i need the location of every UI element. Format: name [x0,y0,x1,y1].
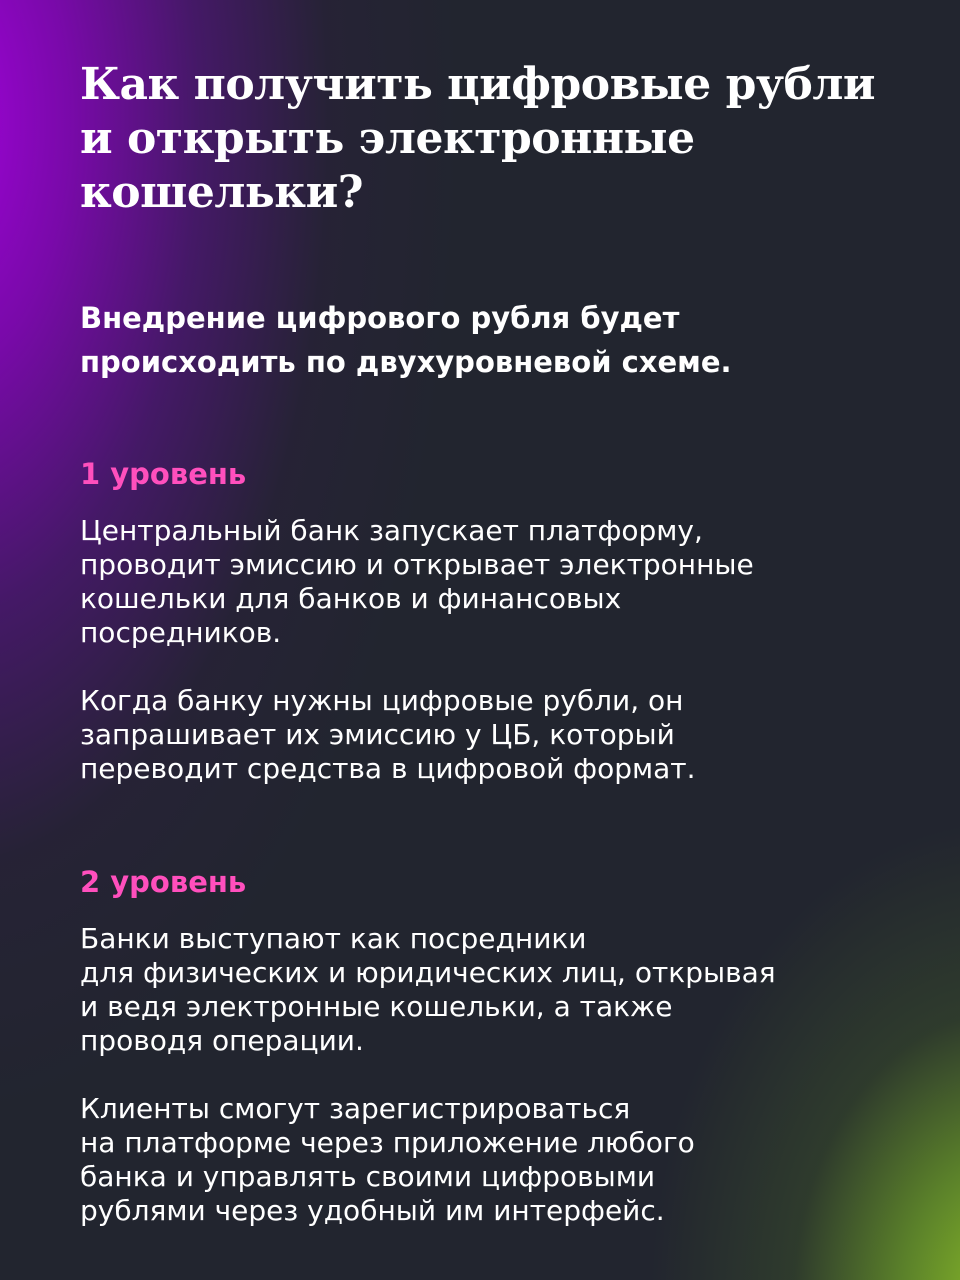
level-2-heading: 2 уровень [80,865,247,899]
level-2-section [80,864,920,1228]
level-1-heading: 1 уровень [80,457,247,491]
level-2-paragraph-1: Банки выступают как посредники для физических и юридических лиц, открывая и ведя электронные кошельки, а также проводя операции. [80,922,776,1057]
page-title: Как получить цифровые рубли и открыть электронные кошельки? [80,59,876,218]
level-1-paragraph-2: Когда банку нужны цифровые рубли, он запрашивает их эмиссию у ЦБ, который переводит средства в цифровой формат. [80,684,696,785]
content [80,58,920,1228]
level-2-paragraph-2: Клиенты смогут зарегистрироваться на платформе через приложение любого банка и управлять своими цифровыми рублями через удобный им интерфейс. [80,1092,695,1227]
subtitle: Внедрение цифрового рубля будет происходить по двухуровневой схеме. [80,301,732,379]
level-1-paragraph-1: Центральный банк запускает платформу, проводит эмиссию и открывает электронные кошельки для банков и финансовых посредников. [80,514,754,649]
level-1-section [80,456,920,786]
